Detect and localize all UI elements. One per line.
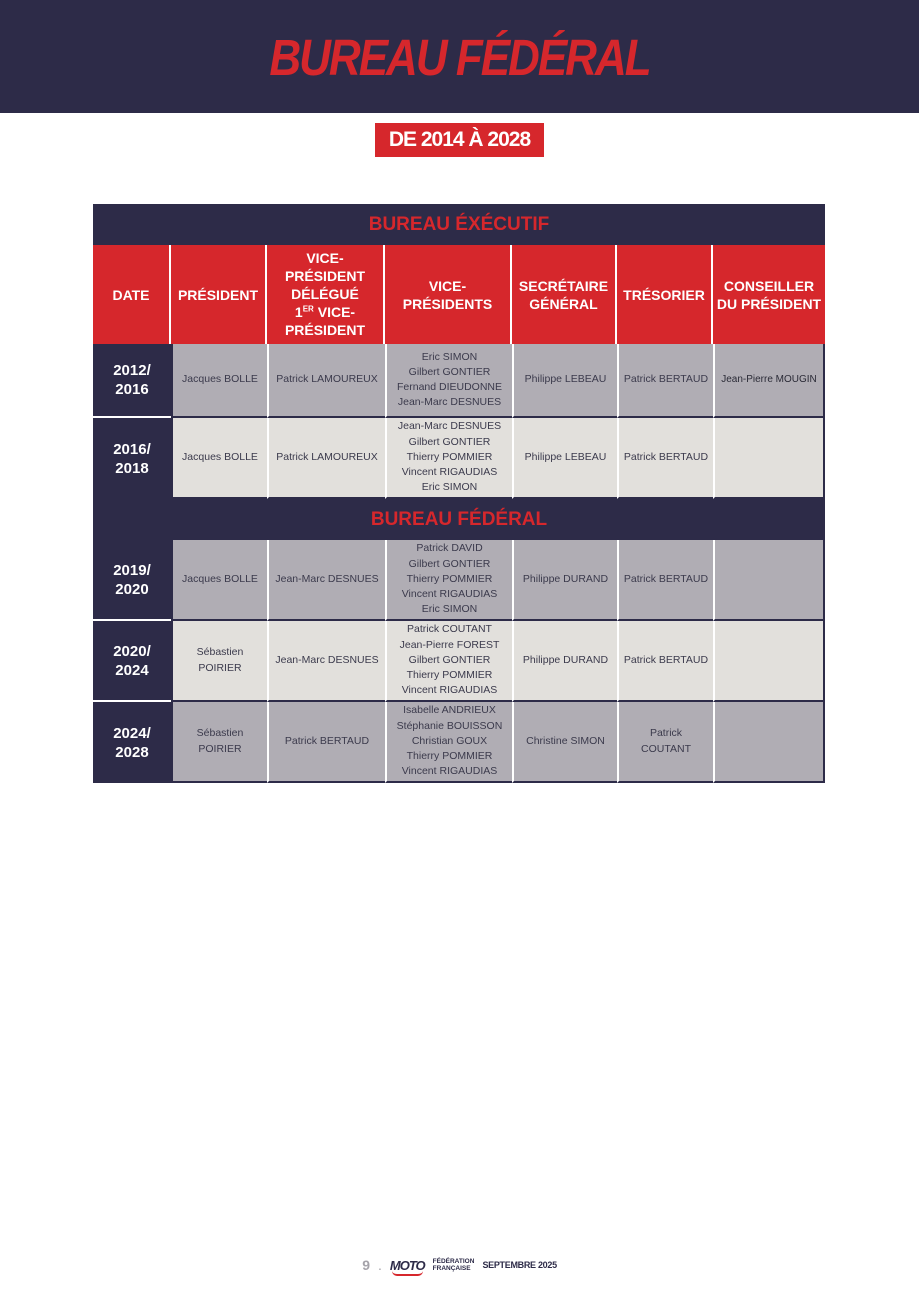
vp-delegue-cell: Jean-Marc DESNUES xyxy=(267,621,385,702)
vice-presidents-cell: Isabelle ANDRIEUX Stéphanie BOUISSON Christian GOUX Thierry POMMIER Vincent RIGAUDIAS xyxy=(385,702,512,783)
title-banner xyxy=(0,0,919,113)
section-header-federal: BUREAU FÉDÉRAL xyxy=(171,499,825,540)
column-header-secretaire: SECRÉTAIRE GÉNÉRAL xyxy=(512,245,617,344)
president-cell: Sébastien POIRIER xyxy=(171,621,267,702)
vp-delegue-cell: Patrick BERTAUD xyxy=(267,702,385,783)
secretaire-cell: Philippe LEBEAU xyxy=(512,344,617,418)
row-date-cell: 2016/ 2018 xyxy=(93,418,171,499)
row-date-cell: 2024/ 2028 xyxy=(93,702,171,783)
tresorier-cell: Patrick BERTAUD xyxy=(617,540,713,621)
president-cell: Sébastien POIRIER xyxy=(171,702,267,783)
vp-delegue-cell: Patrick LAMOUREUX xyxy=(267,418,385,499)
moto-logo: MOTO xyxy=(389,1257,425,1273)
bureau-table xyxy=(93,204,825,783)
vp-delegue-ordinal-suffix: ER xyxy=(302,304,314,314)
row-date-cell: 2019/ 2020 xyxy=(93,540,171,621)
column-header-president: PRÉSIDENT xyxy=(171,245,267,344)
secretaire-cell: Christine SIMON xyxy=(512,702,617,783)
page-number: 9 xyxy=(362,1257,370,1273)
conseiller-cell: Jean-Pierre MOUGIN xyxy=(713,344,825,418)
secretaire-cell: Philippe DURAND xyxy=(512,621,617,702)
vp-delegue-label-2: VICE-PRÉSIDENT xyxy=(284,304,366,338)
tresorier-cell: Patrick COUTANT xyxy=(617,702,713,783)
issue-date: SEPTEMBRE 2025 xyxy=(482,1260,557,1270)
secretaire-cell: Philippe LEBEAU xyxy=(512,418,617,499)
period-badge: DE 2014 À 2028 xyxy=(375,123,544,157)
tresorier-cell: Patrick BERTAUD xyxy=(617,621,713,702)
conseiller-cell xyxy=(713,418,825,499)
secretaire-cell: Philippe DURAND xyxy=(512,540,617,621)
column-header-tresorier: TRÉSORIER xyxy=(617,245,713,344)
conseiller-cell xyxy=(713,702,825,783)
footer-separator: . xyxy=(378,1257,382,1273)
vice-presidents-cell: Patrick DAVID Gilbert GONTIER Thierry POMMIER Vincent RIGAUDIAS Eric SIMON xyxy=(385,540,512,621)
logo-line-2: FRANÇAISE xyxy=(432,1265,471,1272)
federation-logo-text xyxy=(433,1258,475,1272)
president-cell: Jacques BOLLE xyxy=(171,344,267,418)
vp-delegue-label: VICE-PRÉSIDENT DÉLÉGUÉ xyxy=(284,250,366,302)
section-spacer xyxy=(93,499,171,540)
tresorier-cell: Patrick BERTAUD xyxy=(617,344,713,418)
column-header-date: DATE xyxy=(93,245,171,344)
vice-presidents-cell: Jean-Marc DESNUES Gilbert GONTIER Thierry POMMIER Vincent RIGAUDIAS Eric SIMON xyxy=(385,418,512,499)
president-cell: Jacques BOLLE xyxy=(171,540,267,621)
logo-line-1: FÉDÉRATION xyxy=(432,1258,475,1265)
row-date-cell: 2020/ 2024 xyxy=(93,621,171,702)
section-header-executive: BUREAU ÉXÉCUTIF xyxy=(93,204,825,245)
tresorier-cell: Patrick BERTAUD xyxy=(617,418,713,499)
conseiller-cell xyxy=(713,621,825,702)
column-header-vp-delegue xyxy=(267,245,385,344)
vp-delegue-cell: Jean-Marc DESNUES xyxy=(267,540,385,621)
column-header-conseiller: CONSEILLER DU PRÉSIDENT xyxy=(713,245,825,344)
president-cell: Jacques BOLLE xyxy=(171,418,267,499)
conseiller-cell xyxy=(713,540,825,621)
vp-delegue-cell: Patrick LAMOUREUX xyxy=(267,344,385,418)
column-header-vice-presidents: VICE-PRÉSIDENTS xyxy=(385,245,512,344)
row-date-cell: 2012/ 2016 xyxy=(93,344,171,418)
page-title: BUREAU FÉDÉRAL xyxy=(269,29,650,87)
vice-presidents-cell: Eric SIMON Gilbert GONTIER Fernand DIEUDONNE Jean-Marc DESNUES xyxy=(385,344,512,418)
vp-delegue-ordinal: 1 xyxy=(294,304,303,320)
vice-presidents-cell: Patrick COUTANT Jean-Pierre FOREST Gilbert GONTIER Thierry POMMIER Vincent RIGAUDIAS xyxy=(385,621,512,702)
page-footer xyxy=(0,1256,919,1274)
